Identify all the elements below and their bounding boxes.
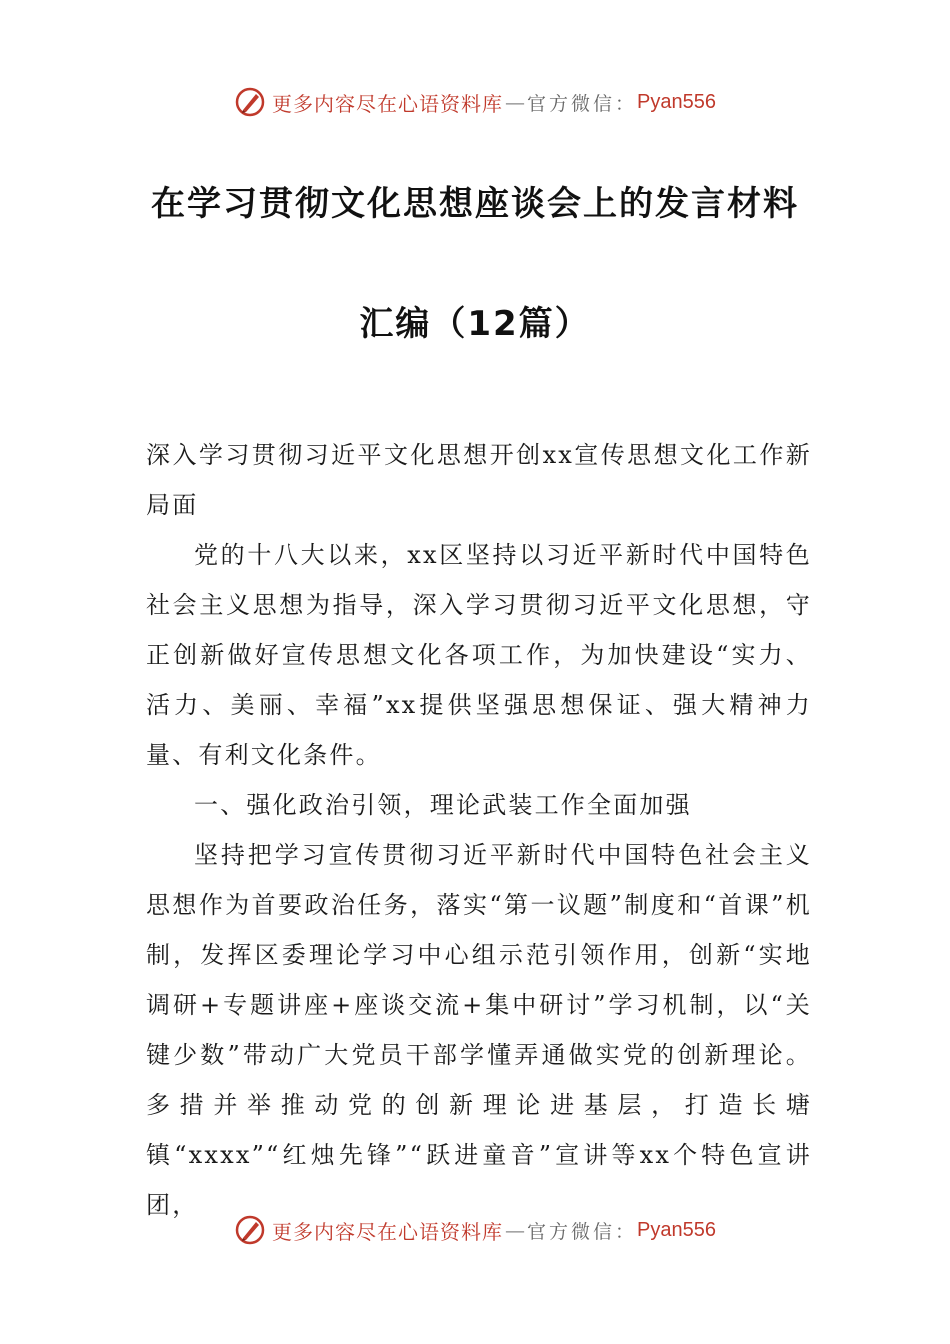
watermark-wechat-id: Pyan556 bbox=[637, 90, 716, 113]
article-heading: 深入学习贯彻习近平文化思想开创xx宣传思想文化工作新局面 bbox=[146, 441, 812, 519]
watermark-wechat-id: Pyan556 bbox=[637, 1218, 716, 1241]
paragraph-intro: 党的十八大以来，xx区坚持以习近平新时代中国特色社会主义思想为指导，深入学习贯彻习近平文化思想，守正创新做好宣传思想文化各项工作，为加快建设“实力、活力、美丽、幸福”xx提供坚强思想保证、强大精神力量、有利文化条件。 bbox=[146, 541, 812, 769]
watermark-wechat-label: 官方微信： bbox=[527, 92, 638, 115]
watermark-dash: — bbox=[505, 90, 525, 114]
paragraph-section-1: 坚持把学习宣传贯彻习近平新时代中国特色社会主义思想作为首要政治任务，落实“第一议题”制度和“首课”机制，发挥区委理论学习中心组示范引领作用，创新“实地调研+专题讲座+座谈交流+集中研讨”学习机制，以“关键少数”带动广大党员干部学懂弄通做实党的创新理论。多措并举推动党的创新理论进基层，打造长塘镇“xxxx”“红烛先锋”“跃进童音”宣讲等xx个特色宣讲团， bbox=[146, 841, 812, 1219]
document-title-line1: 在学习贯彻文化思想座谈会上的发言材料 bbox=[151, 184, 799, 224]
watermark-dash: — bbox=[505, 1218, 525, 1242]
watermark-wechat-label: 官方微信： bbox=[527, 1220, 638, 1243]
pen-seal-logo-icon bbox=[234, 1214, 266, 1246]
watermark-slogan: 更多内容尽在心语资料库 bbox=[272, 1219, 503, 1244]
document-body bbox=[146, 430, 812, 1230]
watermark-slogan: 更多内容尽在心语资料库 bbox=[272, 91, 503, 116]
watermark-banner-top bbox=[0, 82, 950, 122]
pen-seal-logo-icon bbox=[234, 86, 266, 118]
document-title-line2: 汇编（12篇） bbox=[359, 304, 591, 344]
watermark-banner-bottom bbox=[0, 1210, 950, 1250]
section-heading-1: 一、强化政治引领，理论武装工作全面加强 bbox=[194, 791, 692, 819]
